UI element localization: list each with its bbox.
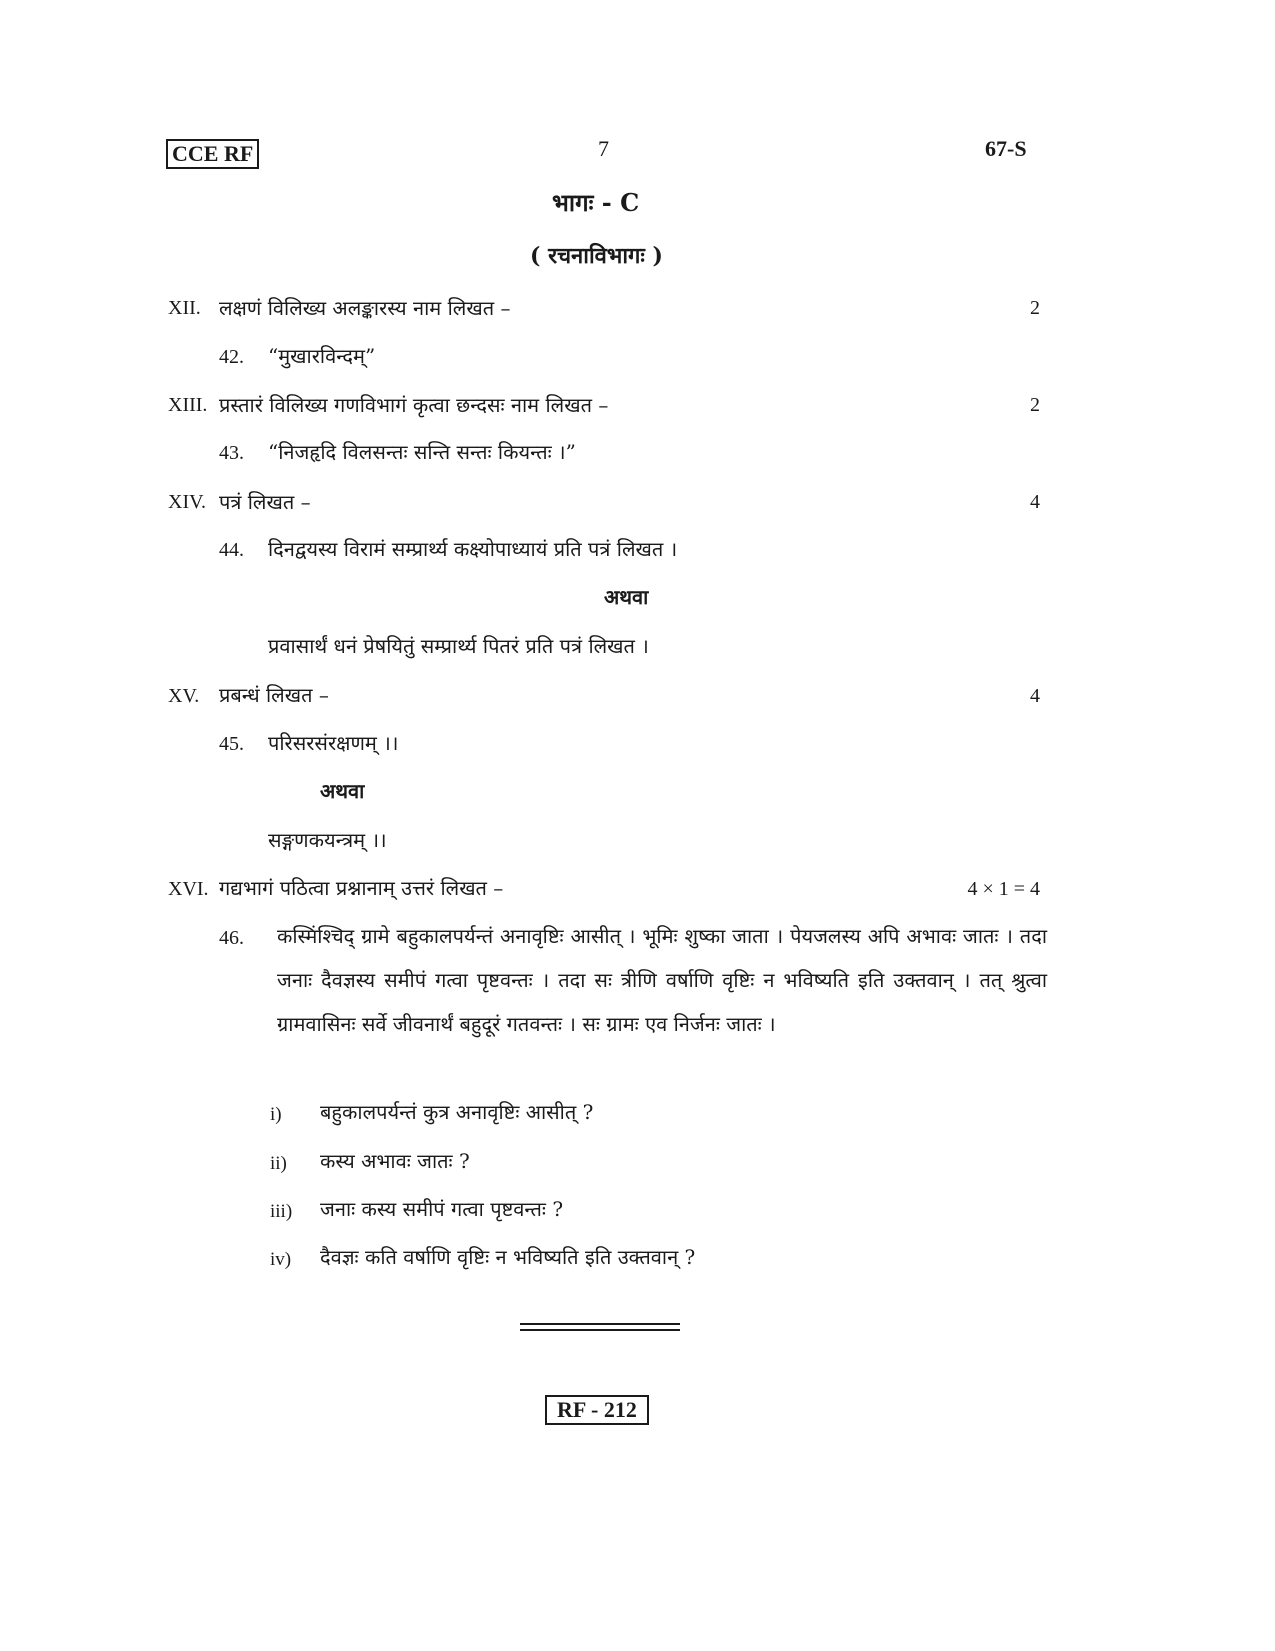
subquestion-text-ii: कस्य अभावः जातः ? [320,1149,470,1173]
subquestion-label-i: i) [270,1104,282,1125]
or-label-45: अथवा [320,779,365,803]
question-text-45: परिसरसंरक्षणम् ।। [268,731,399,755]
question-instruction-xii: लक्षणं विलिख्य अलङ्कारस्य नाम लिखत – [219,296,511,320]
question-roman-xiii: XIII. [168,394,208,416]
question-instruction-xv: प्रबन्धं लिखत – [219,683,329,707]
question-marks-xvi: 4 × 1 = 4 [967,878,1040,900]
question-roman-xiv: XIV. [168,491,206,513]
or-label-44: अथवा [604,585,649,609]
question-roman-xii: XII. [168,297,201,319]
end-rule-bottom [520,1329,680,1331]
question-number-45: 45. [219,733,244,755]
subquestion-label-ii: ii) [270,1153,287,1174]
question-marks-xiv: 4 [1030,491,1040,513]
alternative-text-44: प्रवासार्थं धनं प्रेषयितुं सम्प्रार्थ्य पितरं प्रति पत्रं लिखत । [268,634,649,658]
footer-code-box: RF - 212 [545,1395,649,1425]
question-number-44: 44. [219,539,244,561]
question-number-46: 46. [219,927,244,949]
page-number: 7 [598,136,609,161]
question-instruction-xvi: गद्यभागं पठित्वा प्रश्नानाम् उत्तरं लिखत – [219,876,504,900]
part-subtitle: ( रचनाविभागः ) [530,243,663,269]
question-instruction-xiii: प्रस्तारं विलिख्य गणविभागं कृत्वा छन्दसः नाम लिखत – [219,393,609,417]
question-marks-xiii: 2 [1030,394,1040,416]
question-number-43: 43. [219,442,244,464]
part-title: भागः - C [552,188,640,217]
reading-passage-46: कस्मिंश्चिद् ग्रामे बहुकालपर्यन्तं अनावृष्टिः आसीत् । भूमिः शुष्का जाता । पेयजलस्य अपि अभावः जातः । तदा जनाः दैवज्ञस्य समीपं गत्वा पृष्टवन्तः । तदा सः त्रीणि वर्षाणि वृष्टिः न भविष्यति इति उक्तवान् । तत् श्रुत्वा ग्रामवासिनः सर्वे जीवनार्थं बहुदूरं गतवन्तः । सः ग्रामः एव निर्जनः जातः । [277,924,1047,1036]
question-marks-xv: 4 [1030,685,1040,707]
question-text-44: दिनद्वयस्य विरामं सम्प्रार्थ्य कक्ष्योपाध्यायं प्रति पत्रं लिखत । [268,537,678,561]
end-rule-top [520,1323,680,1325]
question-number-42: 42. [219,346,244,368]
subquestion-text-iii: जनाः कस्य समीपं गत्वा पृष्टवन्तः ? [320,1197,564,1221]
subquestion-text-i: बहुकालपर्यन्तं कुत्र अनावृष्टिः आसीत् ? [320,1100,594,1124]
question-roman-xvi: XVI. [168,878,209,900]
paper-code: 67-S [985,136,1027,161]
series-code-box: CCE RF [166,139,259,169]
question-roman-xv: XV. [168,685,200,707]
question-text-42: “मुखारविन्दम्” [268,344,376,368]
alternative-text-45: सङ्गणकयन्त्रम् ।। [268,828,387,852]
subquestion-text-iv: दैवज्ञः कति वर्षाणि वृष्टिः न भविष्यति इति उक्तवान् ? [320,1245,696,1269]
question-marks-xii: 2 [1030,297,1040,319]
subquestion-label-iv: iv) [270,1249,292,1270]
subquestion-label-iii: iii) [270,1201,293,1222]
question-text-43: “निजहृदि विलसन्तः सन्ति सन्तः कियन्तः ।” [268,440,576,464]
question-instruction-xiv: पत्रं लिखत – [219,490,311,514]
